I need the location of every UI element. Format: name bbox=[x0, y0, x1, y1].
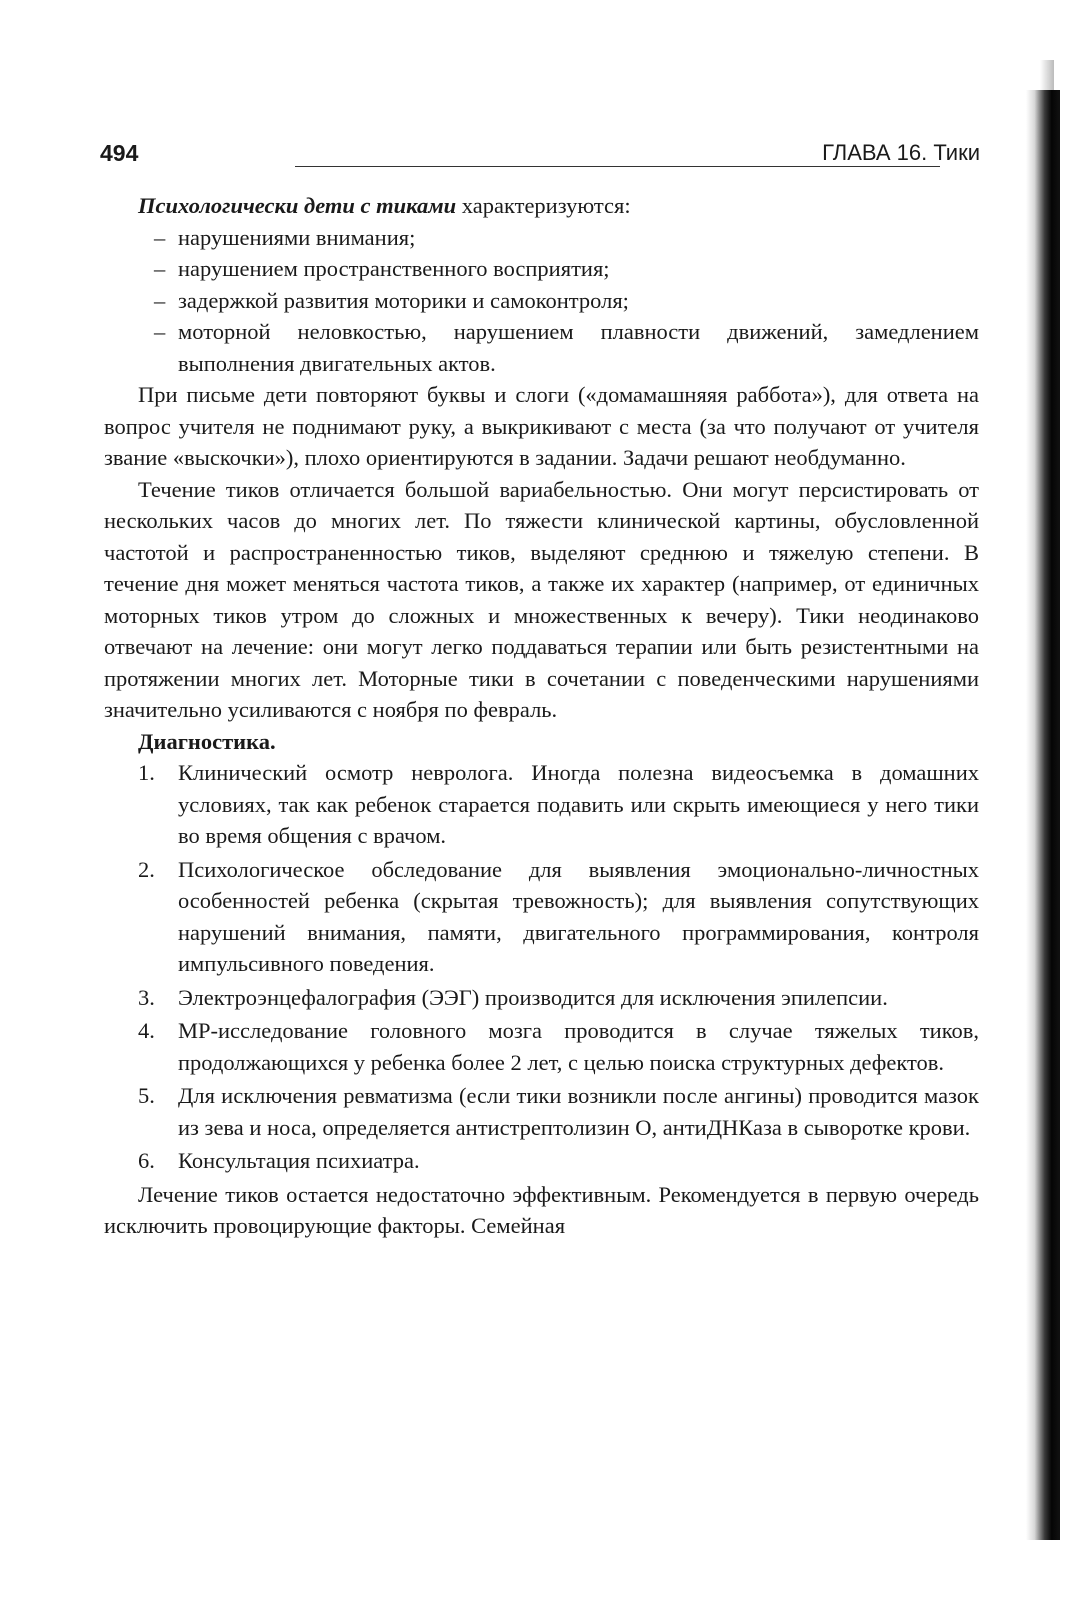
list-item bbox=[138, 982, 979, 1014]
section-heading: Диагностика. bbox=[138, 728, 276, 754]
page-body bbox=[104, 190, 979, 1242]
list-item bbox=[138, 1080, 979, 1143]
list-item: – моторной неловкостью, нарушением плавности движений, замедлением выполнения двигательных актов. bbox=[154, 316, 979, 379]
traits-list bbox=[104, 222, 979, 380]
paragraph-writing: При письме дети повторяют буквы и слоги («домамашняяя раббота»), для ответа на вопрос учителя не поднимают руку, а выкрикивают с места (за что получают от учителя звание «выскочки»), плохо ориентируются в задании. Задачи решают необдуманно. bbox=[104, 382, 979, 470]
intro-emphasis: Психологически дети с тиками bbox=[138, 193, 457, 218]
item-number: 4. bbox=[138, 1018, 155, 1043]
item-text: Консультация психиатра. bbox=[178, 1148, 420, 1173]
list-item: – задержкой развития моторики и самоконтроля; bbox=[154, 285, 979, 317]
header-rule bbox=[295, 166, 940, 167]
paragraph-course: Течение тиков отличается большой вариабельностью. Они могут персистировать от нескольких часов до многих лет. По тяжести клинической картины, обусловленной частотой и распространенностью тиков, выделяют среднюю и тяжелую степени. В течение дня может меняться частота тиков, а также их характер (например, от единичных моторных тиков утром до сложных и множественных к вечеру). Тики неодинаково отвечают на лечение: они могут легко поддаваться терапии или быть резистентными на протяжении многих лет. Моторные тики в сочетании с поведенческими нарушениями значительно усиливаются с ноября по февраль. bbox=[104, 476, 979, 722]
item-text: МР-исследование головного мозга проводится в случае тяжелых тиков, продолжающихся у ребенка более 2 лет, с целью поиска структурных дефектов. bbox=[178, 1018, 979, 1075]
page-header bbox=[100, 140, 980, 172]
item-text: Клинический осмотр невролога. Иногда полезна видеосъемка в домашних условиях, так как ребенок старается подавить или скрыть имеющиеся у него тики во время общения с врачом. bbox=[178, 760, 979, 848]
item-text: Электроэнцефалография (ЭЭГ) производится для исключения эпилепсии. bbox=[178, 984, 888, 1010]
item-text: Для исключения ревматизма (если тики возникли после ангины) проводится мазок из зева и носа, определяется антистрептолизин О, антиДНКаза в сыворотке крови. bbox=[178, 1083, 979, 1140]
closing-paragraph: Лечение тиков остается недостаточно эффективным. Рекомендуется в первую очередь исключить провоцирующие факторы. Семейная bbox=[104, 1181, 979, 1238]
diagnostics-list bbox=[104, 757, 979, 1177]
list-item bbox=[138, 854, 979, 980]
item-text: Психологическое обследование для выявления эмоционально-личностных особенностей ребенка (скрытая тревожность); для выявления сопутствующих нарушений внимания, памяти, двигательного программирования, контроля импульсивного поведения. bbox=[178, 856, 979, 976]
list-item bbox=[138, 1015, 979, 1078]
list-item: – нарушением пространственного восприятия; bbox=[154, 253, 979, 285]
list-item: – нарушениями внимания; bbox=[154, 222, 979, 254]
book-spine-shadow bbox=[1026, 90, 1060, 1540]
intro-paragraph bbox=[104, 190, 979, 222]
running-head: ГЛАВА 16. Тики bbox=[822, 140, 980, 165]
item-number: 1. bbox=[138, 760, 155, 785]
item-number: 3. bbox=[138, 984, 155, 1010]
item-number: 2. bbox=[138, 856, 155, 882]
list-item bbox=[138, 1145, 979, 1177]
intro-rest: характеризуются: bbox=[456, 193, 631, 218]
item-number: 6. bbox=[138, 1148, 155, 1173]
item-number: 5. bbox=[138, 1083, 155, 1108]
page-number: 494 bbox=[100, 140, 139, 166]
list-item bbox=[138, 757, 979, 852]
